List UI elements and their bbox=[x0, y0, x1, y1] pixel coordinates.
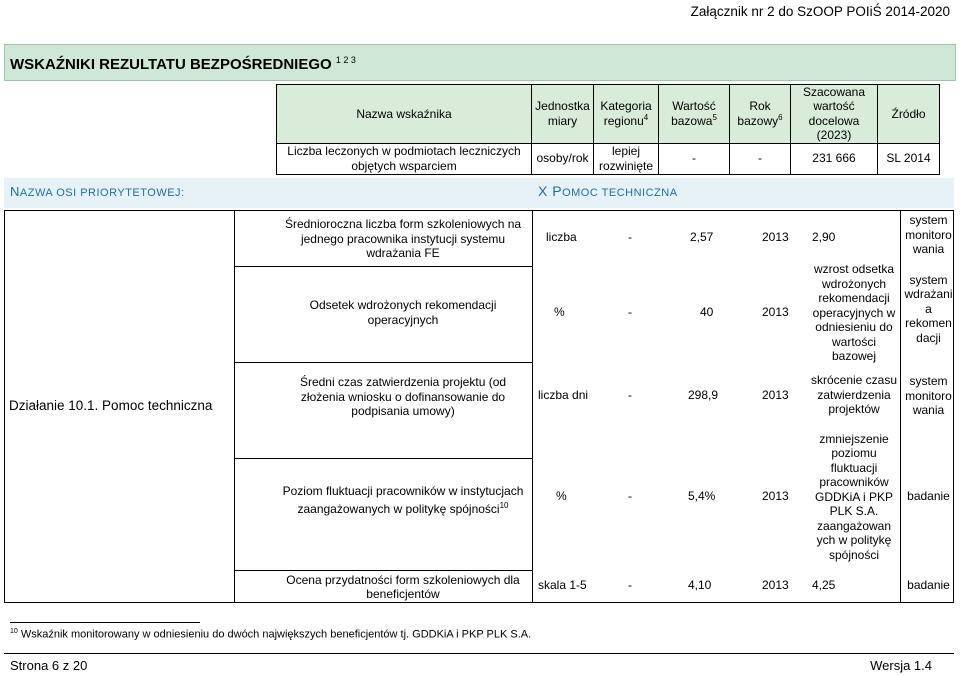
row-region: lepiej rozwinięte bbox=[594, 143, 659, 174]
priority-axis-value: X POMOC TECHNICZNA bbox=[538, 183, 678, 199]
indicator-name-5: Ocena przydatności form szkoleniowych dla beneficjentów bbox=[286, 572, 520, 601]
indicator-name-2: Odsetek wdrożonych rekomendacji operacyjnych bbox=[309, 298, 497, 327]
row-divider bbox=[234, 458, 532, 459]
header-base-value: Wartość bazowa$^5$ bbox=[659, 85, 730, 144]
col-divider bbox=[532, 210, 533, 603]
indicator-source-2: system wdrażani a rekomen dacji bbox=[904, 272, 953, 345]
indicator-source-5: badanie bbox=[907, 577, 950, 592]
indicator-target-2: wzrost odsetka wdrożonych rekomendacji operacyjnych w odniesieniu do wartości bazowej bbox=[812, 262, 896, 364]
row-target: 231 666 bbox=[791, 143, 878, 174]
section-title-footnotes: 1 2 3 bbox=[335, 55, 356, 65]
row-divider bbox=[234, 266, 532, 267]
footnote-separator bbox=[10, 622, 200, 623]
priority-axis-label: NAZWA OSI PRIORYTETOWEJ: bbox=[10, 184, 185, 199]
document-version: Wersja 1.4 bbox=[870, 658, 932, 673]
indicator-name-1: Średnioroczna liczba form szkoleniowych na jednego pracownika instytucji systemu wdrażania FE bbox=[284, 217, 522, 261]
row-divider bbox=[234, 570, 532, 571]
indicator-source-3: system monitoro wania bbox=[905, 374, 952, 418]
section-title: WSKAŹNIKI REZULTATU BEZPOŚREDNIEGO $^{1 2 3}$ bbox=[10, 55, 356, 73]
indicator-target-4: zmniejszenie poziomu fluktuacji pracowników GDDKiA i PKP PLK S.A. zaangażowan ych w politykę spójności bbox=[814, 431, 894, 562]
indicator-source-4: badanie bbox=[907, 488, 950, 503]
indicator-target-3: skrócenie czasu zatwierdzenia projektów bbox=[810, 373, 898, 417]
col-divider bbox=[234, 210, 235, 603]
footnote: $^{10}$ Wskaźnik monitorowany w odniesieniu do dwóch największych beneficjentów tj. GDDKiA i PKP PLK S.A. bbox=[10, 628, 532, 641]
row-divider bbox=[234, 362, 532, 363]
header-base-year: Rok bazowy$^6$ bbox=[730, 85, 791, 144]
indicator-source-1: system monitoro wania bbox=[905, 213, 952, 257]
footer-separator bbox=[4, 653, 954, 654]
row-unit: osoby/rok bbox=[532, 143, 594, 174]
measure-name: Działanie 10.1. Pomoc techniczna bbox=[9, 398, 213, 414]
indicator-name-4: Poziom fluktuacji pracowników w instytucjach zaangażowanych w politykę spójności$^{10}$ bbox=[282, 484, 524, 516]
header-source: Źródło bbox=[878, 85, 940, 144]
row-name: Liczba leczonych w podmiotach leczniczych objętych wsparciem bbox=[277, 143, 532, 174]
header-unit: Jednostka miary bbox=[532, 85, 594, 144]
header-region: Kategoria regionu$^4$ bbox=[594, 85, 659, 144]
row-base-year: - bbox=[730, 143, 791, 174]
header-target: Szacowana wartość docelowa (2023) bbox=[791, 85, 878, 144]
page-number: Strona 6 z 20 bbox=[10, 658, 88, 673]
indicator-name-3: Średni czas zatwierdzenia projektu (od złożenia wniosku o dofinansowanie do podpisania umowy) bbox=[299, 375, 507, 419]
result-indicator-table bbox=[276, 84, 940, 175]
row-source: SL 2014 bbox=[878, 143, 940, 174]
row-base-value: - bbox=[659, 143, 730, 174]
header-name: Nazwa wskaźnika bbox=[277, 85, 532, 144]
attachment-header: Załącznik nr 2 do SzOOP POIiŚ 2014-2020 bbox=[690, 4, 950, 19]
